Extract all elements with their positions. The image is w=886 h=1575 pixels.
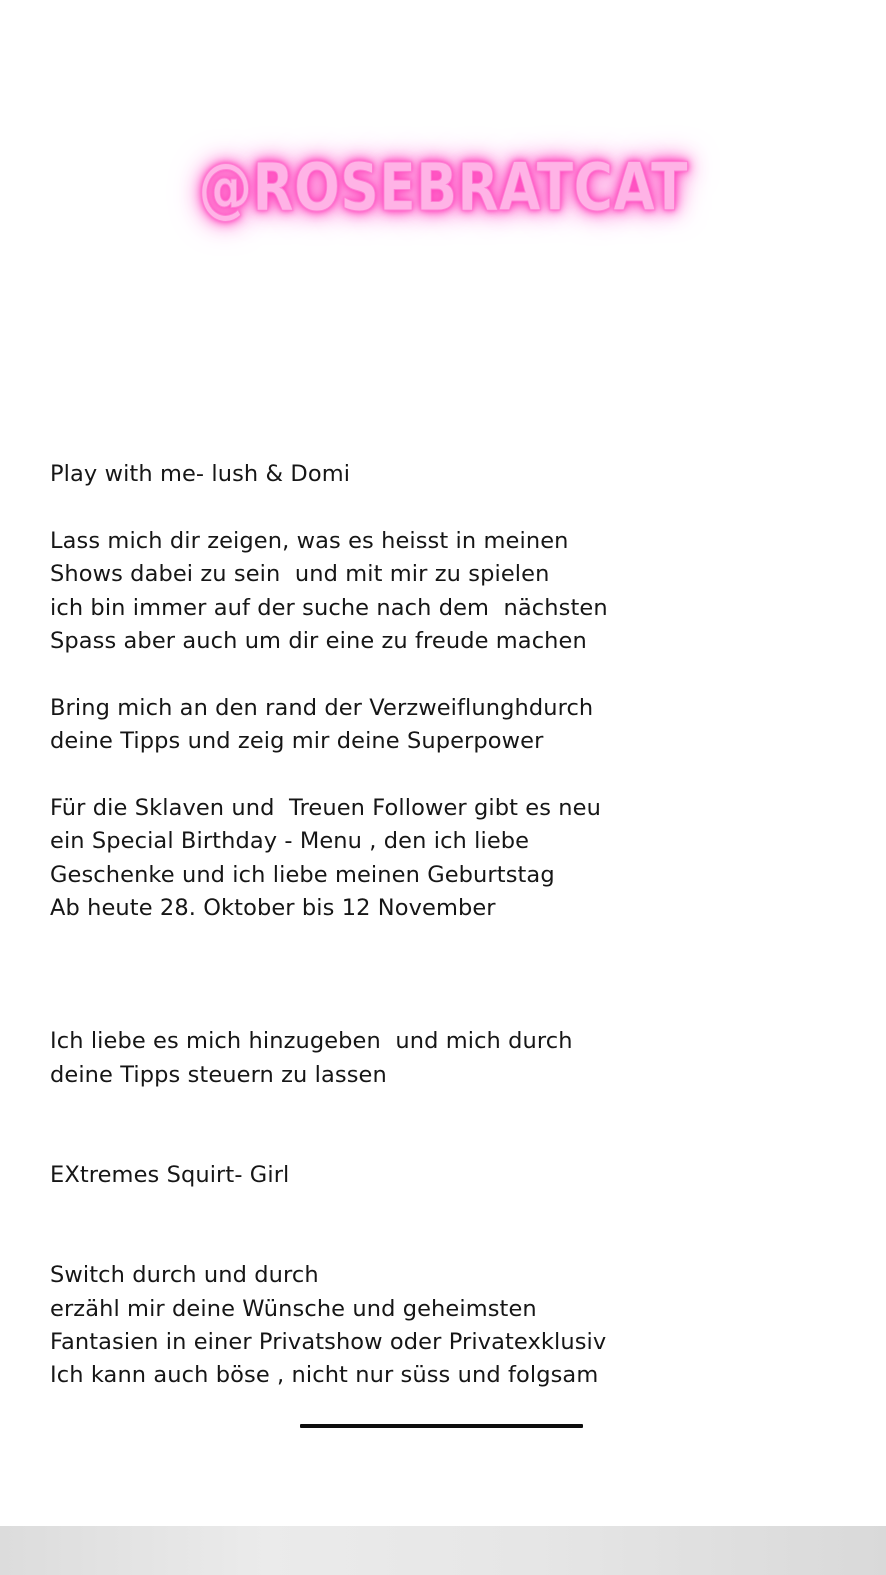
bio-tagline: EXtremes Squirt- Girl [50, 1162, 290, 1189]
bio-line: ein Special Birthday - Menu , den ich liebe [50, 828, 530, 855]
bio-line: deine Tipps und zeig mir deine Superpower [50, 728, 544, 755]
bio-line: erzähl mir deine Wünsche und geheimsten [50, 1295, 537, 1322]
bio-line: Bring mich an den rand der Verzweiflunghdurch [50, 694, 594, 721]
bio-line: Für die Sklaven und Treuen Follower gibt es neu [50, 794, 601, 821]
bio-line: Ab heute 28. Oktober bis 12 November [50, 895, 496, 922]
bio-line: Spass aber auch um dir eine zu freude machen [50, 627, 587, 654]
bio-line: Lass mich dir zeigen, was es heisst in meinen [50, 527, 569, 554]
profile-text [50, 458, 810, 1393]
neon-handle-title: @ROSEBRATCAT [198, 149, 688, 226]
bio-line: ich bin immer auf der suche nach dem nächsten [50, 594, 608, 621]
bottom-band [0, 1526, 886, 1575]
bio-line: deine Tipps steuern zu lassen [50, 1061, 387, 1088]
bio-line: Ich kann auch böse , nicht nur süss und folgsam [50, 1362, 599, 1389]
divider-line [300, 1424, 583, 1428]
bio-line: Geschenke und ich liebe meinen Geburtstag [50, 861, 555, 888]
bio-line: Fantasien in einer Privatshow oder Privatexklusiv [50, 1329, 607, 1356]
bio-line: Switch durch und durch [50, 1262, 319, 1289]
bio-line: Ich liebe es mich hinzugeben und mich durch [50, 1028, 573, 1055]
bio-line: Shows dabei zu sein und mit mir zu spielen [50, 561, 550, 588]
bio-title: Play with me- lush & Domi [50, 461, 351, 487]
